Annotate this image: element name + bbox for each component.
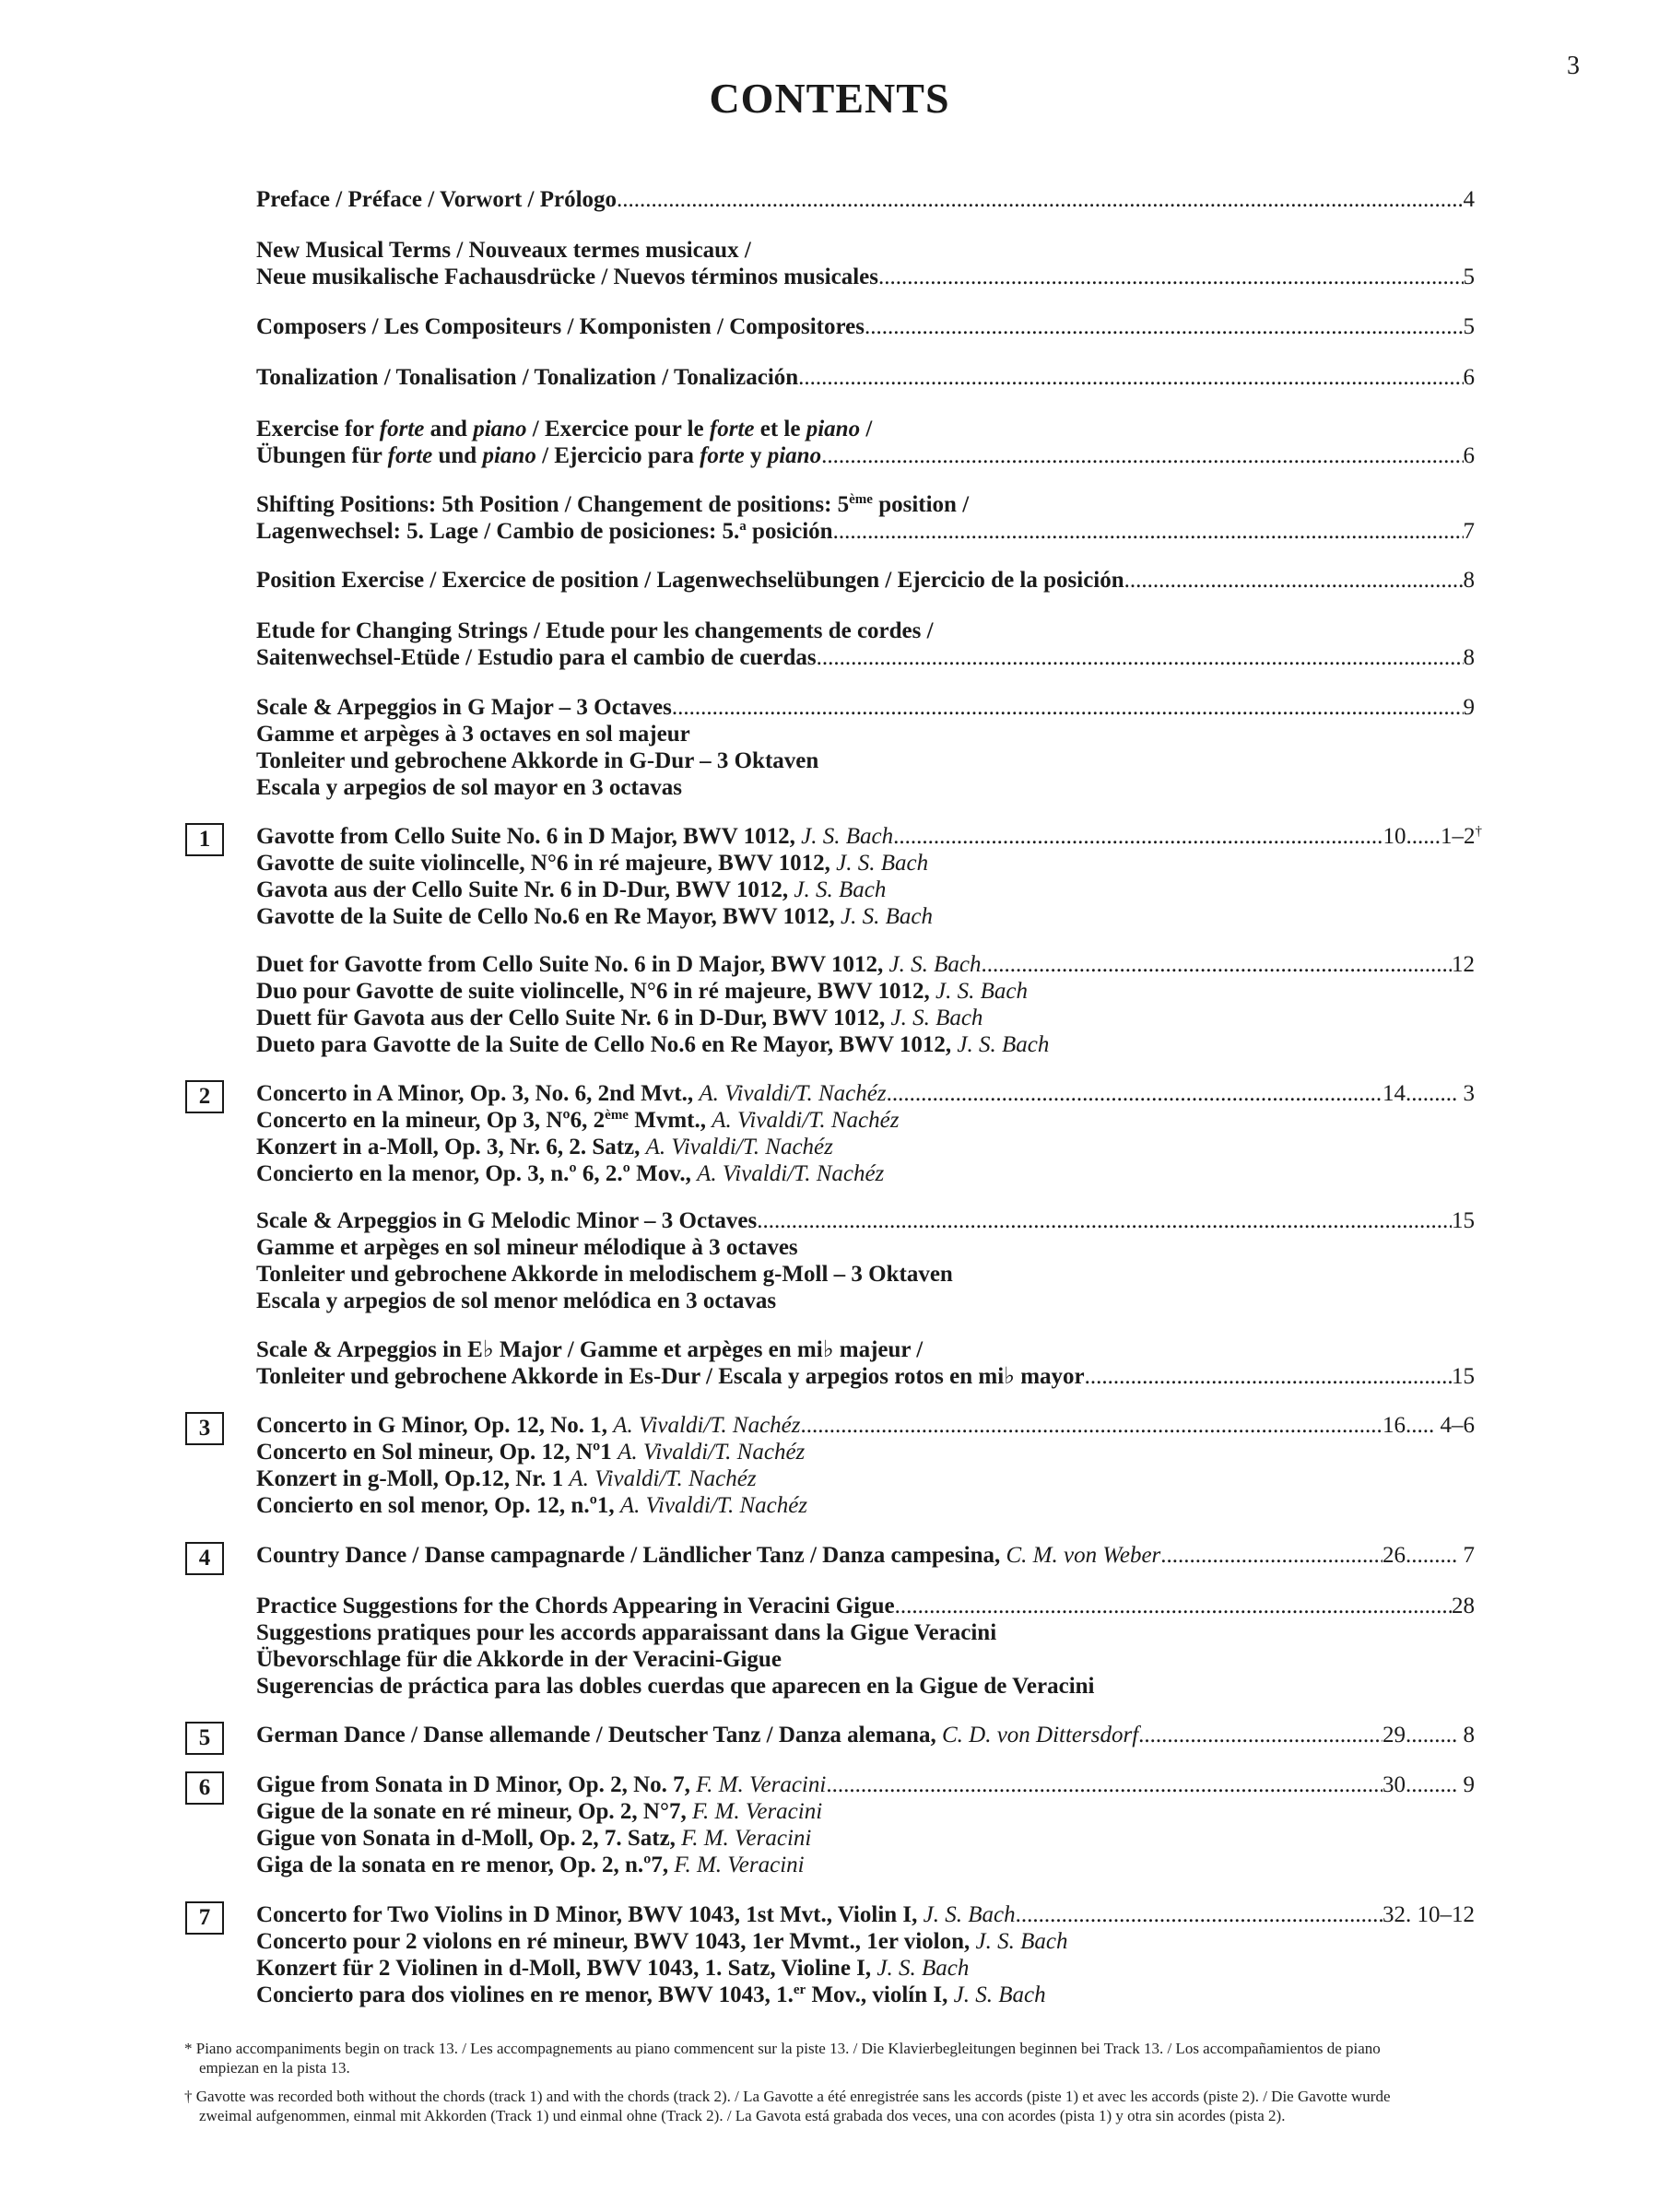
toc-entry-german-dance[interactable] bbox=[256, 1722, 1475, 1748]
track-number-box: 1 bbox=[185, 823, 224, 856]
entry-line: Concerto in A Minor, Op. 3, No. 6, 2nd Mvt., A. Vivaldi/T. Nachéz bbox=[256, 1081, 887, 1106]
entry-line: Gamme et arpèges en sol mineur mélodique à 3 octaves bbox=[256, 1235, 798, 1260]
leader-dots bbox=[1160, 1542, 1382, 1569]
track-numbers: ......... 3 bbox=[1406, 1081, 1475, 1106]
toc-entry-double-concerto[interactable] bbox=[256, 1901, 1475, 2008]
entry-page: 8 bbox=[1463, 645, 1475, 670]
leader-dots bbox=[617, 186, 1463, 213]
entry-line: Gigue von Sonata in d-Moll, Op. 2, 7. Satz, F. M. Veracini bbox=[256, 1826, 812, 1851]
entry-page: 15 bbox=[1452, 1208, 1475, 1233]
leader-dots bbox=[895, 1593, 1452, 1619]
entry-line: Neue musikalische Fachausdrücke / Nuevos términos musicales bbox=[256, 265, 878, 289]
toc-entry-concerto-g-minor[interactable] bbox=[256, 1412, 1475, 1519]
entry-page: 6 bbox=[1463, 365, 1475, 390]
entry-title: Preface / Préface / Vorwort / Prólogo bbox=[256, 187, 618, 212]
entry-line: Concierto para dos violines en re menor, BWV 1043, 1.$^{er}$ Mov., violín I, J. S. Bach bbox=[256, 1983, 1046, 2007]
entry-line: Giga de la sonata en re menor, Op. 2, n.º7, F. M. Veracini bbox=[256, 1853, 805, 1877]
entry-line: Lagenwechsel: 5. Lage / Cambio de posiciones: 5.$^a$ posición bbox=[256, 519, 833, 544]
leader-dots bbox=[817, 644, 1464, 671]
leader-dots bbox=[672, 694, 1464, 721]
entry-line: Scale & Arpeggios in G Major – 3 Octaves bbox=[256, 695, 672, 720]
entry-line: Konzert in g-Moll, Op.12, Nr. 1 A. Vivaldi/T. Nachéz bbox=[256, 1466, 757, 1491]
track-numbers: ......... 8 bbox=[1406, 1723, 1475, 1747]
entry-line: Concerto en Sol mineur, Op. 12, Nº1 A. Vivaldi/T. Nachéz bbox=[256, 1440, 806, 1465]
toc-entry-scale-g-major[interactable] bbox=[256, 694, 1475, 801]
entry-line: Gavotte de la Suite de Cello No.6 en Re Mayor, BWV 1012, J. S. Bach bbox=[256, 904, 933, 929]
track-numbers: ..... 4–6 bbox=[1406, 1413, 1475, 1438]
track-numbers: ......1–2† bbox=[1406, 824, 1482, 849]
leader-dots bbox=[757, 1207, 1452, 1234]
entry-line: Concerto pour 2 violons en ré mineur, BWV 1043, 1er Mvmt., 1er violon, J. S. Bach bbox=[256, 1929, 1068, 1954]
entry-page: 26 bbox=[1382, 1543, 1406, 1568]
entry-line: Gamme et arpèges à 3 octaves en sol majeur bbox=[256, 722, 690, 747]
toc-entry-scale-eb-major[interactable] bbox=[256, 1336, 1475, 1390]
footnote-asterisk: * Piano accompaniments begin on track 13. / Les accompagnements au piano commencent sur la piste 13. / Die Klavierbegleitungen beginnen bei Track 13. / Los accompañamientos de piano empiezan en la pista 13. bbox=[184, 2040, 1381, 2077]
entry-page: 7 bbox=[1463, 519, 1475, 544]
entry-line: Tonleiter und gebrochene Akkorde in G-Dur – 3 Oktaven bbox=[256, 748, 819, 773]
toc-entry-shifting-positions[interactable] bbox=[256, 491, 1475, 545]
leader-dots bbox=[887, 1080, 1382, 1107]
entry-line: Country Dance / Danse campagnarde / Ländlicher Tanz / Danza campesina, C. M. von Weber bbox=[256, 1543, 1161, 1568]
toc-entry-position-exercise[interactable] bbox=[256, 567, 1475, 594]
entry-line: Scale & Arpeggios in E♭ Major / Gamme et arpèges en mi♭ majeur / bbox=[256, 1337, 924, 1362]
toc-entry-forte-piano[interactable] bbox=[256, 416, 1475, 469]
leader-dots bbox=[821, 442, 1463, 469]
entry-line: Escala y arpegios de sol mayor en 3 octavas bbox=[256, 775, 683, 800]
entry-page: 15 bbox=[1452, 1364, 1475, 1389]
entry-line: Übevorschlage für die Akkorde in der Veracini-Gigue bbox=[256, 1647, 782, 1672]
entry-line: Scale & Arpeggios in G Melodic Minor – 3 Octaves bbox=[256, 1208, 758, 1233]
entry-line: Duett für Gavota aus der Cello Suite Nr. 6 in D-Dur, BWV 1012, J. S. Bach bbox=[256, 1006, 983, 1030]
toc-entry-concerto-a-minor[interactable] bbox=[256, 1080, 1475, 1187]
entry-line: Concierto en sol menor, Op. 12, n.º1, A. Vivaldi/T. Nachéz bbox=[256, 1493, 808, 1518]
page-number: 3 bbox=[1567, 52, 1580, 80]
leader-dots bbox=[798, 364, 1463, 391]
leader-dots bbox=[1138, 1722, 1382, 1748]
entry-line: Konzert in a-Moll, Op. 3, Nr. 6, 2. Satz, A. Vivaldi/T. Nachéz bbox=[256, 1135, 833, 1159]
entry-page: 5 bbox=[1463, 265, 1475, 289]
leader-dots bbox=[1124, 567, 1464, 594]
entry-line: Suggestions pratiques pour les accords apparaissant dans la Gigue Veracini bbox=[256, 1620, 997, 1645]
entry-line: Tonleiter und gebrochene Akkorde in Es-Dur / Escala y arpegios rotos en mi♭ mayor bbox=[256, 1364, 1085, 1389]
entry-line: Sugerencias de práctica para las dobles cuerdas que aparecen en la Gigue de Veracini bbox=[256, 1674, 1095, 1699]
entry-page: 16 bbox=[1382, 1413, 1406, 1438]
toc-entry-duet[interactable] bbox=[256, 951, 1475, 1058]
entry-line: Konzert für 2 Violinen in d-Moll, BWV 1043, 1. Satz, Violine I, J. S. Bach bbox=[256, 1956, 970, 1981]
toc-entry-preface[interactable] bbox=[256, 186, 1475, 213]
entry-title: Tonalization / Tonalisation / Tonalization / Tonalización bbox=[256, 365, 799, 390]
entry-line: Gavotte from Cello Suite No. 6 in D Major, BWV 1012, J. S. Bach bbox=[256, 824, 894, 849]
entry-page: 12 bbox=[1452, 952, 1475, 977]
entry-page: 6 bbox=[1463, 443, 1475, 468]
entry-page: 4 bbox=[1463, 187, 1475, 212]
leader-dots bbox=[826, 1771, 1382, 1798]
track-number-box: 5 bbox=[185, 1722, 224, 1755]
track-number-box: 7 bbox=[185, 1901, 224, 1935]
leader-dots bbox=[893, 823, 1382, 850]
toc-entry-tonalization[interactable] bbox=[256, 364, 1475, 391]
entry-line: Gavotte de suite violincelle, N°6 in ré majeure, BWV 1012, J. S. Bach bbox=[256, 851, 929, 876]
entry-line: Duet for Gavotte from Cello Suite No. 6 in D Major, BWV 1012, J. S. Bach bbox=[256, 952, 982, 977]
entry-line: Übungen für forte und piano / Ejercicio para forte y piano bbox=[256, 443, 822, 468]
leader-dots bbox=[981, 951, 1452, 978]
footnotes bbox=[184, 2039, 1392, 2135]
entry-line: Duo pour Gavotte de suite violincelle, N°6 in ré majeure, BWV 1012, J. S. Bach bbox=[256, 979, 1029, 1004]
toc-entry-composers[interactable] bbox=[256, 313, 1475, 340]
entry-line: German Dance / Danse allemande / Deutscher Tanz / Danza alemana, C. D. von Dittersdorf bbox=[256, 1723, 1139, 1747]
entry-line: Saitenwechsel-Etüde / Estudio para el cambio de cuerdas bbox=[256, 645, 817, 670]
entry-page: 9 bbox=[1463, 695, 1475, 720]
toc-entry-gavotte[interactable] bbox=[256, 823, 1482, 930]
page-title: CONTENTS bbox=[709, 75, 950, 122]
track-number-box: 3 bbox=[185, 1412, 224, 1445]
entry-line: Etude for Changing Strings / Etude pour les changements de cordes / bbox=[256, 618, 934, 643]
leader-dots bbox=[878, 264, 1464, 290]
entry-line: Tonleiter und gebrochene Akkorde in melodischem g-Moll – 3 Oktaven bbox=[256, 1262, 953, 1287]
entry-line: Concerto in G Minor, Op. 12, No. 1, A. Vivaldi/T. Nachéz bbox=[256, 1413, 801, 1438]
entry-line: Gigue de la sonate en ré mineur, Op. 2, N°7, F. M. Veracini bbox=[256, 1799, 823, 1824]
entry-line: Concierto en la menor, Op. 3, n.º 6, 2.º Mov., A. Vivaldi/T. Nachéz bbox=[256, 1161, 885, 1186]
track-numbers: . 10–12 bbox=[1406, 1902, 1475, 1927]
entry-page: 10 bbox=[1382, 824, 1406, 849]
entry-line: Escala y arpegios de sol menor melódica en 3 octavas bbox=[256, 1288, 777, 1313]
toc-entry-etude[interactable] bbox=[256, 618, 1475, 671]
leader-dots bbox=[1016, 1901, 1382, 1928]
leader-dots bbox=[865, 313, 1464, 340]
entry-title: Position Exercise / Exercice de position / Lagenwechselübungen / Ejercicio de la posición bbox=[256, 568, 1124, 593]
toc-entry-terms[interactable] bbox=[256, 237, 1475, 290]
leader-dots bbox=[833, 518, 1464, 545]
entry-page: 28 bbox=[1452, 1594, 1475, 1618]
toc-entry-practice-suggestions[interactable] bbox=[256, 1593, 1475, 1700]
entry-line: Dueto para Gavotte de la Suite de Cello No.6 en Re Mayor, BWV 1012, J. S. Bach bbox=[256, 1032, 1050, 1057]
entry-line: Concerto en la mineur, Op 3, Nº6, 2ème Mvmt., A. Vivaldi/T. Nachéz bbox=[256, 1108, 900, 1133]
entry-page: 14 bbox=[1382, 1081, 1406, 1106]
entry-line: Exercise for forte and piano / Exercice pour le forte et le piano / bbox=[256, 417, 873, 441]
footnote-dagger: † Gavotte was recorded both without the chords (track 1) and with the chords (track 2). / La Gavotte a été enregistrée sans les accords (piste 1) et avec les accords (piste 2). / Die Gavotte wurde zweimal aufgenommen, einmal mit Akkorden (Track 1) und einmal ohne (Track 2). / La Gavota está grabada dos veces, una con acordes (pista 1) y otra sin acordes (pista 2). bbox=[184, 2088, 1391, 2124]
entry-line: Shifting Positions: 5th Position / Changement de positions: 5ème position / bbox=[256, 492, 970, 517]
entry-line: Gigue from Sonata in D Minor, Op. 2, No. 7, F. M. Veracini bbox=[256, 1772, 827, 1797]
entry-line: Concerto for Two Violins in D Minor, BWV 1043, 1st Mvt., Violin I, J. S. Bach bbox=[256, 1902, 1016, 1927]
entry-line: Gavota aus der Cello Suite Nr. 6 in D-Dur, BWV 1012, J. S. Bach bbox=[256, 877, 887, 902]
track-numbers: ......... 7 bbox=[1406, 1543, 1475, 1568]
track-number-box: 2 bbox=[185, 1080, 224, 1113]
track-numbers: ......... 9 bbox=[1406, 1772, 1475, 1797]
toc-entry-country-dance[interactable] bbox=[256, 1542, 1475, 1569]
entry-title: Composers / Les Compositeurs / Komponisten / Compositores bbox=[256, 314, 865, 339]
toc-entry-scale-g-minor[interactable] bbox=[256, 1207, 1475, 1314]
entry-line: New Musical Terms / Nouveaux termes musicaux / bbox=[256, 238, 751, 263]
entry-page: 29 bbox=[1382, 1723, 1406, 1747]
leader-dots bbox=[801, 1412, 1383, 1439]
entry-page: 32 bbox=[1382, 1902, 1406, 1927]
toc-entry-gigue[interactable] bbox=[256, 1771, 1475, 1878]
track-number-box: 4 bbox=[185, 1542, 224, 1575]
track-number-box: 6 bbox=[185, 1771, 224, 1805]
leader-dots bbox=[1085, 1363, 1452, 1390]
entry-page: 30 bbox=[1382, 1772, 1406, 1797]
entry-page: 5 bbox=[1463, 314, 1475, 339]
entry-line: Practice Suggestions for the Chords Appearing in Veracini Gigue bbox=[256, 1594, 895, 1618]
entry-page: 8 bbox=[1463, 568, 1475, 593]
